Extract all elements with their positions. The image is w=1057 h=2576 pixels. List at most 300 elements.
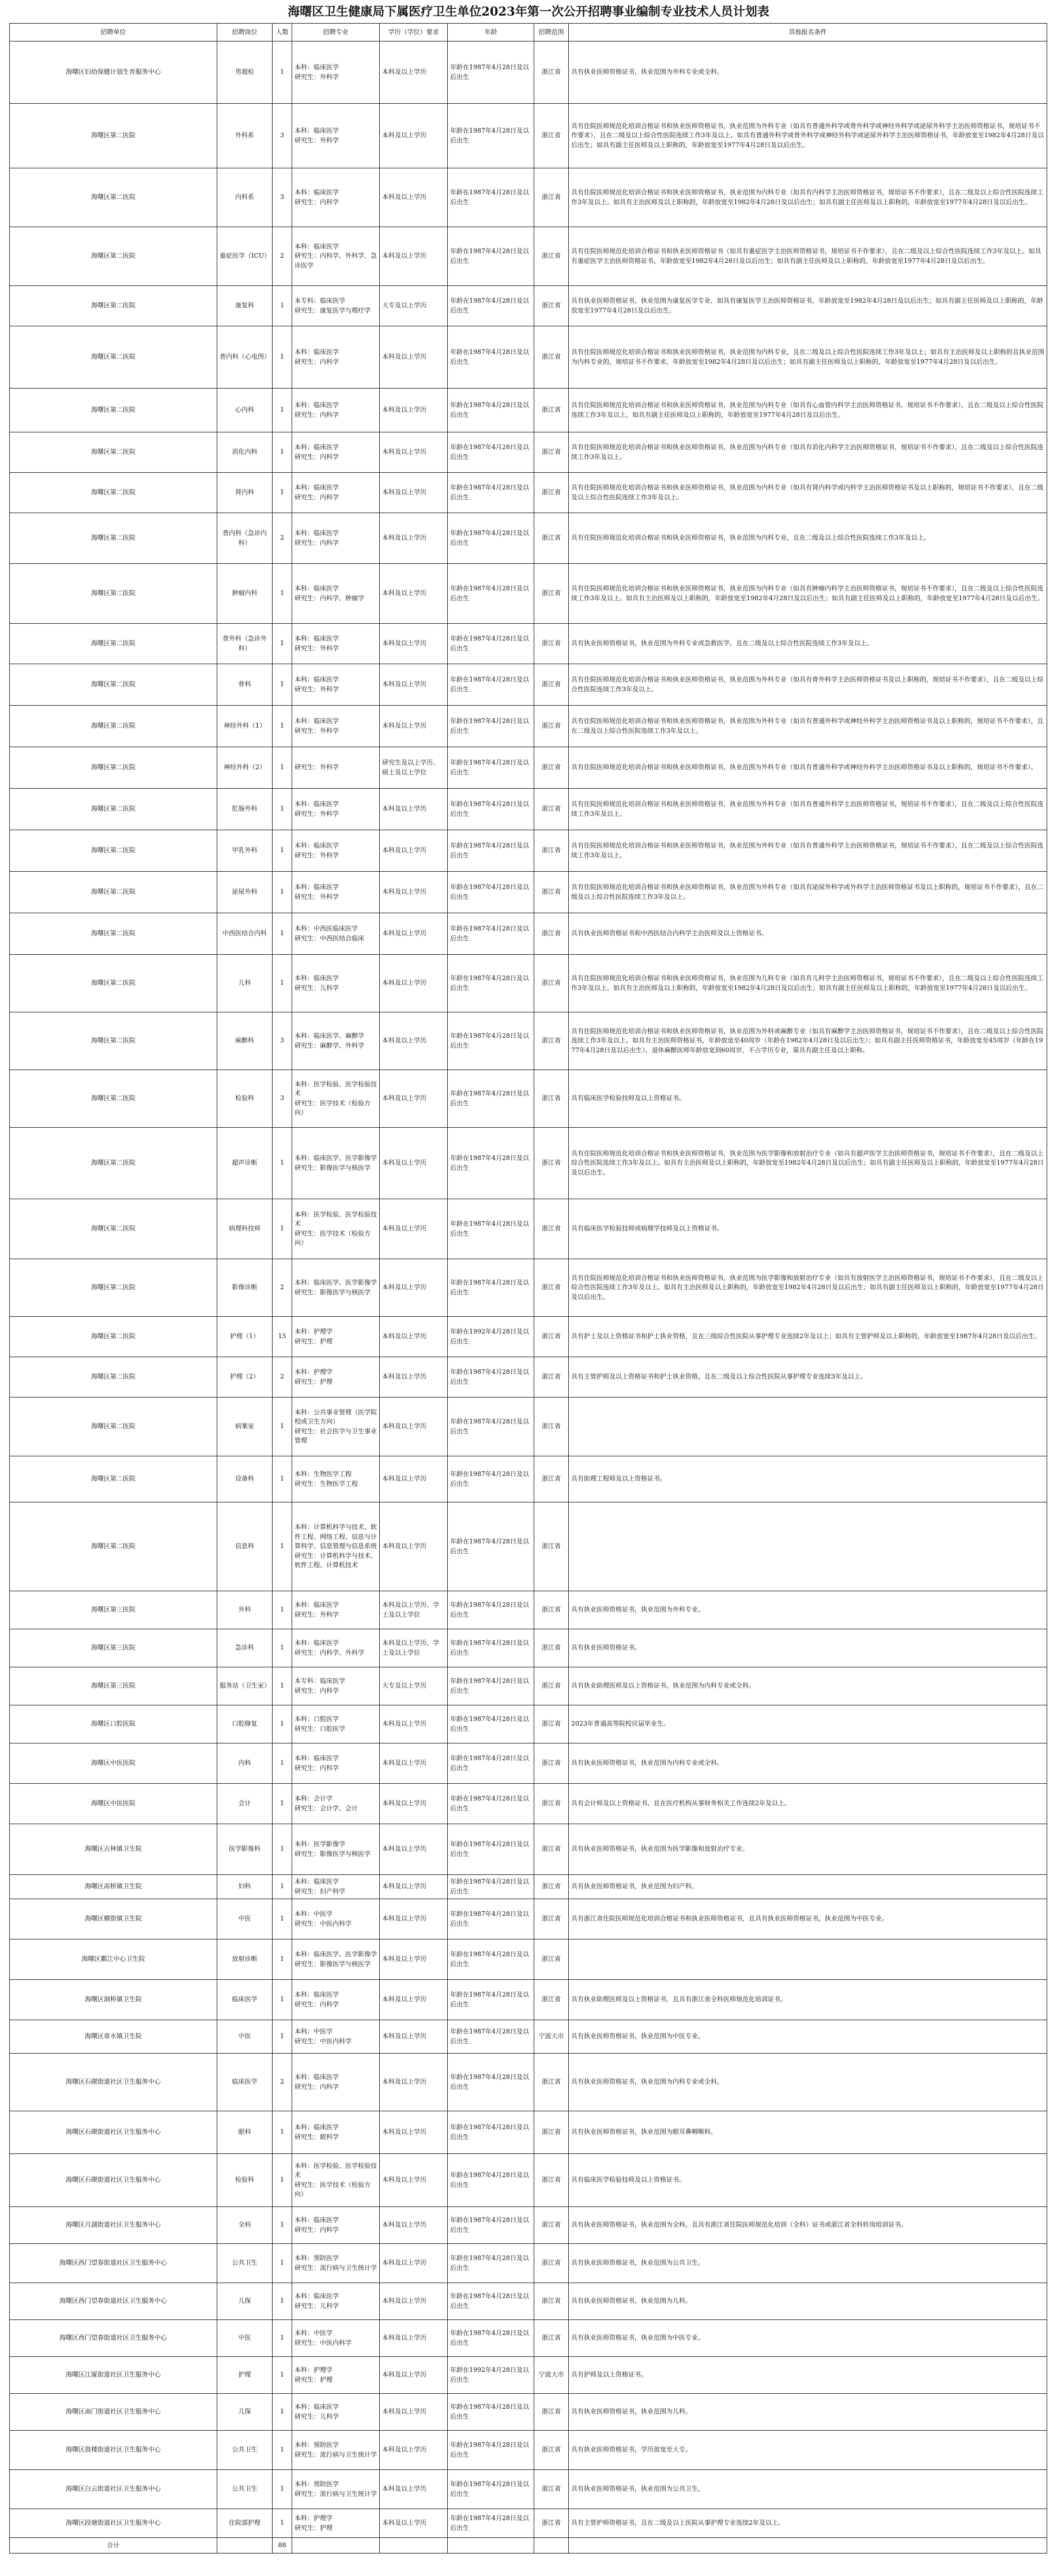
cell-age: 年龄在1992年4月28日及以后出生 bbox=[448, 1317, 534, 1357]
cell-count: 2 bbox=[273, 1357, 292, 1398]
cell-age: 年龄在1987年4月28日及以后出生 bbox=[448, 664, 534, 706]
cell-age: 年龄在1987年4月28日及以后出生 bbox=[448, 1784, 534, 1824]
cell-conditions: 具有临床医学检验技师或病理学技师及以上资格证书。 bbox=[569, 1199, 1047, 1259]
cell-unit: 海曙区第二医院 bbox=[10, 286, 217, 326]
cell-unit: 海曙区南门街道社区卫生服务中心 bbox=[10, 2394, 217, 2431]
cell-post: 普内科（急诊内科） bbox=[217, 513, 273, 564]
cell-scope: 浙江省 bbox=[534, 1128, 569, 1199]
table-row bbox=[10, 2283, 1047, 2320]
cell-age: 年龄在1987年4月28日及以后出生 bbox=[448, 872, 534, 913]
cell-education: 本科及以上学历 bbox=[380, 706, 448, 747]
cell-unit: 海曙区第二医院 bbox=[10, 513, 217, 564]
cell-education: 本科及以上学历 bbox=[380, 2394, 448, 2431]
cell-conditions: 具有执业医师资格证书，执业范围为中医专业。 bbox=[569, 2020, 1047, 2054]
cell-unit: 海曙区石碶街道社区卫生服务中心 bbox=[10, 2154, 217, 2207]
cell-scope: 浙江省 bbox=[534, 2111, 569, 2154]
cell-post: 儿保 bbox=[217, 2283, 273, 2320]
cell-post: 会计 bbox=[217, 1784, 273, 1824]
cell-unit: 海曙区中医医院 bbox=[10, 1784, 217, 1824]
recruitment-table bbox=[9, 23, 1047, 2554]
cell-count: 3 bbox=[273, 168, 292, 227]
cell-major: 研究生：外科学 bbox=[292, 747, 380, 789]
cell-education: 本科及以上学历 bbox=[380, 1070, 448, 1128]
table-row bbox=[10, 1128, 1047, 1199]
table-row bbox=[10, 104, 1047, 168]
cell-unit: 海曙区鼓楼街道社区卫生服务中心 bbox=[10, 2431, 217, 2470]
cell-unit: 海曙区第二医院 bbox=[10, 872, 217, 913]
table-row bbox=[10, 1875, 1047, 1899]
cell-major: 本科：临床医学 研究生：外科学 bbox=[292, 872, 380, 913]
cell-post: 放射诊断 bbox=[217, 1939, 273, 1980]
cell-education: 本科及以上学历 bbox=[380, 2320, 448, 2357]
cell-scope: 浙江省 bbox=[534, 513, 569, 564]
cell-age: 年龄在1987年4月28日及以后出生 bbox=[448, 1259, 534, 1317]
cell-unit: 海曙区第三医院 bbox=[10, 1667, 217, 1705]
cell-conditions: 具有住院医师规范化培训合格证书和执业医师资格证书，执业范围为内科专业（如具有心血管内科学主治医师资格证书，规培证书不作要求），且在二级及以上综合性医院连续工作3年及以上。如具有副主任医师及以上职称的，年龄放宽至1977年4月28日及以后出生。 bbox=[569, 389, 1047, 432]
cell-education: 本科及以上学历 bbox=[380, 473, 448, 513]
cell-count: 1 bbox=[273, 2244, 292, 2283]
table-row bbox=[10, 1939, 1047, 1980]
cell-count: 1 bbox=[273, 564, 292, 624]
cell-count: 1 bbox=[273, 2111, 292, 2154]
table-row bbox=[10, 2244, 1047, 2283]
cell-count: 1 bbox=[273, 1980, 292, 2020]
cell-conditions: 具有住院医师规范化培训合格证书和执业医师资格证书，执业范围为内科专业，且在二级及以上综合性医院连续工作3年及以上；如具有主治医师及以上职称的且执业范围为内科专业的，规培证书不作要求，年龄放宽至1982年4月28日及以后出生；如具有副主任医师及以上职称的，年龄放宽至1977年4月28日及以后出生。 bbox=[569, 326, 1047, 389]
table-row bbox=[10, 747, 1047, 789]
cell-scope: 浙江省 bbox=[534, 227, 569, 286]
cell-scope: 宁波大市 bbox=[534, 2357, 569, 2394]
cell-major: 本科：中医学 研究生：中医内科学 bbox=[292, 1899, 380, 1939]
cell-age: 年龄在1987年4月28日及以后出生 bbox=[448, 2320, 534, 2357]
cell-conditions: 具有住院医师规范化培训合格证书和执业医师资格证书，执业范围为医学影像和放射治疗专业（如具有放射医学主治医师资格证书，规培证书不作要求），且在二级及以上综合性医院连续工作3年及以上。如具有主治医师及以上职称的，年龄放宽至1982年4月28日及以后出生；如具有副主任医师及以上职称的，年龄放宽至1977年4月28日及以后出生。 bbox=[569, 1259, 1047, 1317]
cell-conditions: 具有住院医师规范化培训合格证书和执业医师资格证书，执业范围为外科专业（如具有泌尿外科学或外科学主治医师资格证书及以上职称的，规培证书不作要求），且在二级及以上综合性医院连续工作3年及以上。 bbox=[569, 872, 1047, 913]
cell-unit: 海曙区第二医院 bbox=[10, 1357, 217, 1398]
cell-post: 超声诊断 bbox=[217, 1128, 273, 1199]
cell-post: 口腔修复 bbox=[217, 1705, 273, 1743]
table-row bbox=[10, 664, 1047, 706]
cell-conditions: 具有执业助理医师及以上资格证书，且具有浙江省全科医师规范化培训证书。 bbox=[569, 1980, 1047, 2020]
header-major: 招聘专业 bbox=[292, 24, 380, 42]
cell-education: 本科及以上学历 bbox=[380, 2054, 448, 2111]
cell-unit: 海曙区第二医院 bbox=[10, 1012, 217, 1070]
cell-scope: 浙江省 bbox=[534, 1705, 569, 1743]
table-row bbox=[10, 1591, 1047, 1629]
cell-count: 1 bbox=[273, 286, 292, 326]
cell-major: 本科：临床医学、医学影像学 研究生：影像医学与核医学 bbox=[292, 1939, 380, 1980]
cell-count: 2 bbox=[273, 2054, 292, 2111]
cell-unit: 海曙区第二医院 bbox=[10, 664, 217, 706]
table-row bbox=[10, 1824, 1047, 1875]
cell-scope: 浙江省 bbox=[534, 1502, 569, 1591]
cell-conditions: 2023年普通高等院校应届毕业生。 bbox=[569, 1705, 1047, 1743]
cell-education: 本科及以上学历 bbox=[380, 1743, 448, 1784]
cell-major: 本科：临床医学 研究生：外科学 bbox=[292, 664, 380, 706]
cell-conditions: 具有浙江省住院医师规范化培训合格证书和执业医师资格证书，且具有执业医师资格证书，执业范围为中医专业。 bbox=[569, 1899, 1047, 1939]
cell-scope: 浙江省 bbox=[534, 830, 569, 872]
cell-unit: 海曙区第二医院 bbox=[10, 432, 217, 473]
cell-education: 本科及以上学历 bbox=[380, 1012, 448, 1070]
cell-education: 本科及以上学历 bbox=[380, 104, 448, 168]
cell-conditions: 具有护师及以上资格证书。 bbox=[569, 2357, 1047, 2394]
cell-major: 本科：临床医学 研究生：内科学 bbox=[292, 513, 380, 564]
cell-post: 检验科 bbox=[217, 2154, 273, 2207]
cell-age: 年龄在1987年4月28日及以后出生 bbox=[448, 955, 534, 1012]
cell-count: 3 bbox=[273, 104, 292, 168]
cell-age: 年龄在1987年4月28日及以后出生 bbox=[448, 42, 534, 104]
cell-major: 本科：医学影像学 研究生：影像医学与核医学 bbox=[292, 1824, 380, 1875]
table-row bbox=[10, 2431, 1047, 2470]
cell-count: 1 bbox=[273, 1629, 292, 1667]
cell-unit: 海曙区西门望春街道社区卫生服务中心 bbox=[10, 2320, 217, 2357]
cell-age: 年龄在1987年4月28日及以后出生 bbox=[448, 473, 534, 513]
cell-post: 神经外科（2） bbox=[217, 747, 273, 789]
table-row bbox=[10, 955, 1047, 1012]
cell-major: 本科：临床医学 研究生：内科学 bbox=[292, 1980, 380, 2020]
cell-conditions: 具有执业医师资格证书和中西医结合内科学主治医师及以上资格证书。 bbox=[569, 913, 1047, 955]
table-row bbox=[10, 1980, 1047, 2020]
cell-age: 年龄在1987年4月28日及以后出生 bbox=[448, 2020, 534, 2054]
cell-major: 本科：临床医学 研究生：儿科学 bbox=[292, 2283, 380, 2320]
cell-post: 中医 bbox=[217, 1899, 273, 1939]
cell-conditions: 具有执业医师资格证书，执业范围为公共卫生。 bbox=[569, 2470, 1047, 2509]
cell-age: 年龄在1987年4月28日及以后出生 bbox=[448, 1980, 534, 2020]
cell-major: 本科：临床医学 研究生：内科学 bbox=[292, 2207, 380, 2244]
table-row bbox=[10, 2509, 1047, 2538]
cell-conditions: 具有执业医师资格证书，执业范围为外科专业。 bbox=[569, 1591, 1047, 1629]
cell-unit: 海曙区月湖街道社区卫生服务中心 bbox=[10, 2207, 217, 2244]
cell-post: 全科 bbox=[217, 2207, 273, 2244]
cell-count: 1 bbox=[273, 389, 292, 432]
cell-count: 1 bbox=[273, 830, 292, 872]
cell-age: 年龄在1987年4月28日及以后出生 bbox=[448, 1743, 534, 1784]
cell-conditions: 具有执业助理医师及以上资格证书，执业范围为内科专业或全科。 bbox=[569, 1667, 1047, 1705]
cell-education: 本科及以上学历 bbox=[380, 1128, 448, 1199]
cell-conditions: 具有住院医师规范化培训合格证书和执业医师资格证书，执业范围为外科专业（如具有普通外科学或神经外科学主治医师资格证书及以上职称的，规培证书不作要求）。 bbox=[569, 747, 1047, 789]
table-row bbox=[10, 1357, 1047, 1398]
table-row bbox=[10, 1502, 1047, 1591]
table-row bbox=[10, 168, 1047, 227]
cell-age: 年龄在1987年4月28日及以后出生 bbox=[448, 2111, 534, 2154]
table-row bbox=[10, 1705, 1047, 1743]
cell-post: 护理 bbox=[217, 2357, 273, 2394]
cell-conditions: 具有住院医师规范化培训合格证书和执业医师资格证书，执业范围为外科或麻醉专业（如具有麻醉学主治医师资格证书，规培证书不作要求），且在二级及以上综合性医院连续工作3年及以上。如具有主治医师资格证书，年龄放宽至40周岁（年龄在1982年4月28日及以后出生）；如具有副主任医师资格证书，年龄放宽至45周岁（年龄在1977年4月28日及以后出生）。退休麻醉医师年龄放宽到60周岁，不占学历专业，需具有副主任及以上职称。 bbox=[569, 1012, 1047, 1070]
cell-education: 本科及以上学历 bbox=[380, 2470, 448, 2509]
cell-conditions: 具有执业医师资格证书，执业范围为全科，且具有浙江省住院医师规范化培训（全科）证书或浙江省全科转岗培训证书。 bbox=[569, 2207, 1047, 2244]
cell-age: 年龄在1987年4月28日及以后出生 bbox=[448, 1875, 534, 1899]
cell-count: 2 bbox=[273, 513, 292, 564]
cell-unit: 海曙区段塘街道社区卫生服务中心 bbox=[10, 2509, 217, 2538]
table-row bbox=[10, 513, 1047, 564]
cell-education: 本科及以上学历 bbox=[380, 1875, 448, 1899]
cell-education: 本科及以上学历 bbox=[380, 2154, 448, 2207]
cell-count: 2 bbox=[273, 227, 292, 286]
table-row bbox=[10, 1398, 1047, 1456]
table-row bbox=[10, 286, 1047, 326]
cell-scope: 浙江省 bbox=[534, 2509, 569, 2538]
cell-education: 本科及以上学历、学士及以上学位 bbox=[380, 1591, 448, 1629]
cell-scope: 浙江省 bbox=[534, 664, 569, 706]
cell-count: 1 bbox=[273, 2154, 292, 2207]
cell-conditions: 具有执业医师资格证书，执业范围为公共卫生。 bbox=[569, 2244, 1047, 2283]
cell-scope: 浙江省 bbox=[534, 2154, 569, 2207]
cell-unit: 海曙区第二医院 bbox=[10, 1317, 217, 1357]
cell-unit: 海曙区第二医院 bbox=[10, 1502, 217, 1591]
cell-age: 年龄在1987年4月28日及以后出生 bbox=[448, 1357, 534, 1398]
table-row bbox=[10, 1317, 1047, 1357]
cell-scope: 浙江省 bbox=[534, 286, 569, 326]
table-row bbox=[10, 473, 1047, 513]
cell-scope: 宁波大市 bbox=[534, 2020, 569, 2054]
total-label: 合计 bbox=[10, 2538, 217, 2554]
cell-scope: 浙江省 bbox=[534, 1743, 569, 1784]
total-empty bbox=[217, 2538, 273, 2554]
cell-unit: 海曙区第二医院 bbox=[10, 955, 217, 1012]
cell-scope: 浙江省 bbox=[534, 326, 569, 389]
cell-count: 1 bbox=[273, 1705, 292, 1743]
cell-post: 病案室 bbox=[217, 1398, 273, 1456]
table-row bbox=[10, 1259, 1047, 1317]
cell-conditions: 具有主管护师资格证书，且在二级及以上医院从事护理专业连续2年及以上。 bbox=[569, 2509, 1047, 2538]
cell-unit: 海曙区第二医院 bbox=[10, 706, 217, 747]
cell-post: 临床医学 bbox=[217, 1980, 273, 2020]
cell-major: 本科：临床医学 研究生：儿科学 bbox=[292, 955, 380, 1012]
cell-count: 1 bbox=[273, 2207, 292, 2244]
cell-age: 年龄在1987年4月28日及以后出生 bbox=[448, 389, 534, 432]
cell-age: 年龄在1987年4月28日及以后出生 bbox=[448, 913, 534, 955]
table-row bbox=[10, 227, 1047, 286]
cell-major: 本科：医学检验、医学检验技术 研究生：医学技术（检验方向） bbox=[292, 1070, 380, 1128]
cell-age: 年龄在1987年4月28日及以后出生 bbox=[448, 747, 534, 789]
cell-major: 本科：临床医学 研究生：外科学 bbox=[292, 789, 380, 830]
cell-education: 本科及以上学历 bbox=[380, 624, 448, 664]
cell-unit: 海曙区第二医院 bbox=[10, 473, 217, 513]
table-row bbox=[10, 872, 1047, 913]
cell-education: 本科及以上学历 bbox=[380, 830, 448, 872]
cell-age: 年龄在1987年4月28日及以后出生 bbox=[448, 1199, 534, 1259]
cell-age: 年龄在1987年4月28日及以后出生 bbox=[448, 2431, 534, 2470]
cell-age: 年龄在1987年4月28日及以后出生 bbox=[448, 1824, 534, 1875]
cell-scope: 浙江省 bbox=[534, 1667, 569, 1705]
cell-count: 1 bbox=[273, 1128, 292, 1199]
cell-scope: 浙江省 bbox=[534, 1980, 569, 2020]
cell-major: 本科：预防医学 研究生：流行病与卫生统计学 bbox=[292, 2431, 380, 2470]
cell-count: 1 bbox=[273, 1875, 292, 1899]
table-row bbox=[10, 2394, 1047, 2431]
cell-age: 年龄在1987年4月28日及以后出生 bbox=[448, 2283, 534, 2320]
cell-post: 内科系 bbox=[217, 168, 273, 227]
cell-count: 1 bbox=[273, 2470, 292, 2509]
cell-major: 本科：临床医学 研究生：外科学 bbox=[292, 42, 380, 104]
cell-education: 大专及以上学历 bbox=[380, 1667, 448, 1705]
table-row bbox=[10, 1784, 1047, 1824]
cell-unit: 海曙区横街镇卫生院 bbox=[10, 1899, 217, 1939]
cell-unit: 海曙区第二医院 bbox=[10, 789, 217, 830]
cell-education: 本科及以上学历 bbox=[380, 1259, 448, 1317]
table-row bbox=[10, 2320, 1047, 2357]
cell-post: 病理科技师 bbox=[217, 1199, 273, 1259]
cell-age: 年龄在1987年4月28日及以后出生 bbox=[448, 2207, 534, 2244]
cell-conditions: 具有住院医师规范化培训合格证书和执业医师资格证书，执业范围为外科专业（如具有普通外科学主治医师资格证书，规培证书不作要求），且在二级及以上综合性医院连续工作3年及以上。 bbox=[569, 789, 1047, 830]
cell-age: 年龄在1987年4月28日及以后出生 bbox=[448, 2154, 534, 2207]
cell-major: 本专科：临床医学 研究生：内科学 bbox=[292, 1667, 380, 1705]
cell-education: 本科及以上学历 bbox=[380, 872, 448, 913]
table-row bbox=[10, 564, 1047, 624]
cell-conditions: 具有执业医师资格证书，执业范围为中医专业。 bbox=[569, 2320, 1047, 2357]
cell-conditions bbox=[569, 1502, 1047, 1591]
header-age: 年龄 bbox=[448, 24, 534, 42]
cell-count: 1 bbox=[273, 789, 292, 830]
cell-age: 年龄在1987年4月28日及以后出生 bbox=[448, 564, 534, 624]
cell-education: 本科及以上学历 bbox=[380, 2509, 448, 2538]
cell-age: 年龄在1987年4月28日及以后出生 bbox=[448, 1705, 534, 1743]
cell-age: 年龄在1987年4月28日及以后出生 bbox=[448, 1629, 534, 1667]
cell-major: 本科：临床医学 研究生：内科学 bbox=[292, 2054, 380, 2111]
cell-education: 本科及以上学历 bbox=[380, 2207, 448, 2244]
cell-age: 年龄在1987年4月28日及以后出生 bbox=[448, 1667, 534, 1705]
cell-conditions: 具有执业医师资格证书，执业范围为康复医学专业，如具有康复医学主治医师资格证书，年龄放宽至1982年4月28日及以后出生；如具有副主任医师及以上职称的，年龄放宽至1977年4月28日及以后出生。 bbox=[569, 286, 1047, 326]
cell-conditions: 具有执业医师资格证书，执业范围为外科专业或急救医学，且在二级及以上综合性医院连续工作3年及以上。 bbox=[569, 624, 1047, 664]
cell-post: 内科 bbox=[217, 1743, 273, 1784]
table-row bbox=[10, 2207, 1047, 2244]
cell-unit: 海曙区第二医院 bbox=[10, 830, 217, 872]
cell-post: 急诊科 bbox=[217, 1629, 273, 1667]
cell-education: 本科及以上学历 bbox=[380, 1317, 448, 1357]
cell-education: 本科及以上学历 bbox=[380, 1784, 448, 1824]
cell-major: 本科：临床医学、麻醉学 研究生：麻醉学、外科学 bbox=[292, 1012, 380, 1070]
cell-education: 本科及以上学历 bbox=[380, 1456, 448, 1502]
cell-education: 本科及以上学历 bbox=[380, 42, 448, 104]
cell-major: 本科：生物医学工程 研究生：生物医学工程 bbox=[292, 1456, 380, 1502]
cell-age: 年龄在1987年4月28日及以后出生 bbox=[448, 1899, 534, 1939]
cell-post: 儿保 bbox=[217, 2394, 273, 2431]
cell-major: 本科：临床医学 研究生：内科学、外科学 bbox=[292, 1629, 380, 1667]
cell-unit: 海曙区石碶街道社区卫生服务中心 bbox=[10, 2054, 217, 2111]
cell-major: 本科：临床医学 研究生：外科学 bbox=[292, 830, 380, 872]
cell-unit: 海曙区第二医院 bbox=[10, 913, 217, 955]
cell-post: 康复科 bbox=[217, 286, 273, 326]
cell-post: 甲乳外科 bbox=[217, 830, 273, 872]
cell-post: 服务站（卫生室） bbox=[217, 1667, 273, 1705]
cell-count: 1 bbox=[273, 2320, 292, 2357]
cell-major: 本科：中西医临床医学 研究生：中西医结合临床 bbox=[292, 913, 380, 955]
cell-unit: 海曙区西门望春街道社区卫生服务中心 bbox=[10, 2283, 217, 2320]
table-row bbox=[10, 326, 1047, 389]
cell-count: 1 bbox=[273, 1743, 292, 1784]
cell-count: 2 bbox=[273, 1259, 292, 1317]
cell-major: 本科：护理学 研究生：护理 bbox=[292, 1317, 380, 1357]
cell-major: 本科：临床医学 研究生：内科学 bbox=[292, 432, 380, 473]
cell-education: 本科及以上学历 bbox=[380, 1398, 448, 1456]
cell-conditions: 具有住院医师规范化培训合格证书和执业医师资格证书，执业范围为内科专业（如具有内科学主治医师资格证书，规培证书不作要求），且在二级及以上综合性医院连续工作3年及以上。如具有主治医师及以上职称的，年龄放宽至1982年4月28日及以后出生；如具有副主任医师及以上职称的，年龄放宽至1977年4月28日及以后出生。 bbox=[569, 168, 1047, 227]
cell-scope: 浙江省 bbox=[534, 1939, 569, 1980]
table-row bbox=[10, 624, 1047, 664]
cell-count: 1 bbox=[273, 955, 292, 1012]
cell-conditions: 具有执业医师资格证书，学历放宽至大专。 bbox=[569, 2431, 1047, 2470]
cell-conditions: 具有住院医师规范化培训合格证书和执业医师资格证书，执业范围为儿科专业（如具有儿科学主治医师资格证书，规培证书不作要求），且在二级及以上综合性医院连续工作3年及以上。如具有主治医师及以上职称的，年龄放宽至1982年4月28日及以后出生；如具有副主任医师及以上职称的，年龄放宽至1977年4月28日及以后出生。 bbox=[569, 955, 1047, 1012]
cell-conditions: 具有执业医师资格证书，执业范围为儿科。 bbox=[569, 2283, 1047, 2320]
cell-conditions: 具有护士及以上资格证书和护士执业资格，且在三级综合性医院从事护理专业连续2年及以上；如具有主管护师及以上职称的，年龄放宽至1987年4月28日及以后出生。 bbox=[569, 1317, 1047, 1357]
cell-unit: 海曙区妇幼保健计划生育服务中心 bbox=[10, 42, 217, 104]
cell-age: 年龄在1987年4月28日及以后出生 bbox=[448, 326, 534, 389]
cell-age: 年龄在1987年4月28日及以后出生 bbox=[448, 1502, 534, 1591]
cell-major: 本科：临床医学 研究生：外科学 bbox=[292, 104, 380, 168]
cell-major: 本科：护理学 研究生：护理 bbox=[292, 2357, 380, 2394]
cell-unit: 海曙区第二医院 bbox=[10, 104, 217, 168]
cell-major: 本科：预防医学 研究生：流行病与卫生统计学 bbox=[292, 2244, 380, 2283]
cell-count: 1 bbox=[273, 2020, 292, 2054]
cell-conditions: 具有执业医师资格证书，执业范围为儿科。 bbox=[569, 2394, 1047, 2431]
cell-scope: 浙江省 bbox=[534, 42, 569, 104]
cell-conditions: 具有住院医师规范化培训合格证书和执业医师资格证书，执业范围为内科专业（如具有肿瘤内科学主治医师资格证书，规培证书不作要求），且在二级及以上综合性医院连续工作3年及以上。如具有主治医师及以上职称的，年龄放宽至1982年4月28日及以后出生；如具有副主任医师及以上职称的，年龄放宽至1977年4月28日及以后出生。 bbox=[569, 564, 1047, 624]
cell-conditions: 具有住院医师规范化培训合格证书和执业医师资格证书（如具有重症医学主治医师资格证书，规培证书不作要求），且在二级及以上综合性医院连续工作3年及以上。如具有重症医学主治医师资格证书，年龄放宽至1982年4月28日及以后出生；如具有副主任医师及以上职称的，年龄放宽至1977年4月28日及以后出生。 bbox=[569, 227, 1047, 286]
table-row bbox=[10, 1012, 1047, 1070]
cell-conditions: 具有执业医师资格证书，执业范围为内科专业或全科。 bbox=[569, 2054, 1047, 2111]
cell-count: 1 bbox=[273, 1784, 292, 1824]
cell-age: 年龄在1987年4月28日及以后出生 bbox=[448, 1939, 534, 1980]
cell-major: 本科：预防医学 研究生：流行病与卫生统计学 bbox=[292, 2470, 380, 2509]
cell-major: 本科：临床医学 研究生：外科学 bbox=[292, 1591, 380, 1629]
total-empty bbox=[569, 2538, 1047, 2554]
cell-age: 年龄在1987年4月28日及以后出生 bbox=[448, 1591, 534, 1629]
cell-post: 重症医学（ICU） bbox=[217, 227, 273, 286]
cell-scope: 浙江省 bbox=[534, 624, 569, 664]
cell-scope: 浙江省 bbox=[534, 389, 569, 432]
cell-scope: 浙江省 bbox=[534, 1259, 569, 1317]
cell-count: 1 bbox=[273, 2431, 292, 2470]
cell-post: 护理（1） bbox=[217, 1317, 273, 1357]
cell-count: 1 bbox=[273, 872, 292, 913]
cell-scope: 浙江省 bbox=[534, 473, 569, 513]
cell-unit: 海曙区第二医院 bbox=[10, 1398, 217, 1456]
cell-major: 本科：口腔医学 研究生：口腔医学 bbox=[292, 1705, 380, 1743]
cell-post: 普外科（急诊外科） bbox=[217, 624, 273, 664]
cell-unit: 海曙区古林镇卫生院 bbox=[10, 1824, 217, 1875]
cell-education: 本科及以上学历 bbox=[380, 789, 448, 830]
cell-scope: 浙江省 bbox=[534, 2207, 569, 2244]
cell-conditions: 具有助理工程师及以上资格证书。 bbox=[569, 1456, 1047, 1502]
cell-major: 本科：临床医学、医学影像学 研究生：影像医学与核医学 bbox=[292, 1128, 380, 1199]
cell-unit: 海曙区第二医院 bbox=[10, 564, 217, 624]
cell-count: 1 bbox=[273, 747, 292, 789]
cell-conditions: 具有执业医师资格证书，执业范围为外科专业或全科。 bbox=[569, 42, 1047, 104]
cell-education: 研究生及以上学历、硕士及以上学位 bbox=[380, 747, 448, 789]
cell-major: 本科：临床医学 研究生：儿科学 bbox=[292, 2394, 380, 2431]
cell-conditions: 具有住院医师规范化培训合格证书和执业医师资格证书，执业范围为内科专业（如具有消化内科学主治医师资格证书，规培证书不作要求），且在二级及以上综合性医院连续工作3年及以上。 bbox=[569, 432, 1047, 473]
header-unit: 招聘单位 bbox=[10, 24, 217, 42]
cell-post: 住院部护理 bbox=[217, 2509, 273, 2538]
header-education: 学历（学位）要求 bbox=[380, 24, 448, 42]
cell-conditions: 具有住院医师规范化培训合格证书和执业医师资格证书，执业范围为外科专业（如具有骨外科学主治医师资格证书及以上职称的，规培证书不作要求），且在二级及以上综合性医院连续工作3年及以上。 bbox=[569, 664, 1047, 706]
cell-education: 本科及以上学历 bbox=[380, 1824, 448, 1875]
total-empty bbox=[534, 2538, 569, 2554]
cell-major: 本科：临床医学 研究生：外科学 bbox=[292, 624, 380, 664]
cell-age: 年龄在1992年4月28日及以后出生 bbox=[448, 2357, 534, 2394]
cell-conditions: 具有会计师及以上资格证书，且在医疗机构从事财务相关工作连续2年及以上。 bbox=[569, 1784, 1047, 1824]
cell-conditions bbox=[569, 1398, 1047, 1456]
cell-major: 本科：临床医学 研究生：内科学 bbox=[292, 473, 380, 513]
cell-count: 1 bbox=[273, 1824, 292, 1875]
cell-unit: 海曙区白云街道社区卫生服务中心 bbox=[10, 2470, 217, 2509]
cell-unit: 海曙区江厦街道社区卫生服务中心 bbox=[10, 2357, 217, 2394]
cell-post: 儿科 bbox=[217, 955, 273, 1012]
cell-scope: 浙江省 bbox=[534, 1899, 569, 1939]
cell-major: 本科：医学检验、医学检验技术 研究生：医学技术（检验方向） bbox=[292, 2154, 380, 2207]
cell-major: 本科：护理学 研究生：护理 bbox=[292, 1357, 380, 1398]
cell-age: 年龄在1987年4月28日及以后出生 bbox=[448, 1398, 534, 1456]
cell-unit: 海曙区第二医院 bbox=[10, 1199, 217, 1259]
cell-scope: 浙江省 bbox=[534, 1012, 569, 1070]
cell-scope: 浙江省 bbox=[534, 747, 569, 789]
